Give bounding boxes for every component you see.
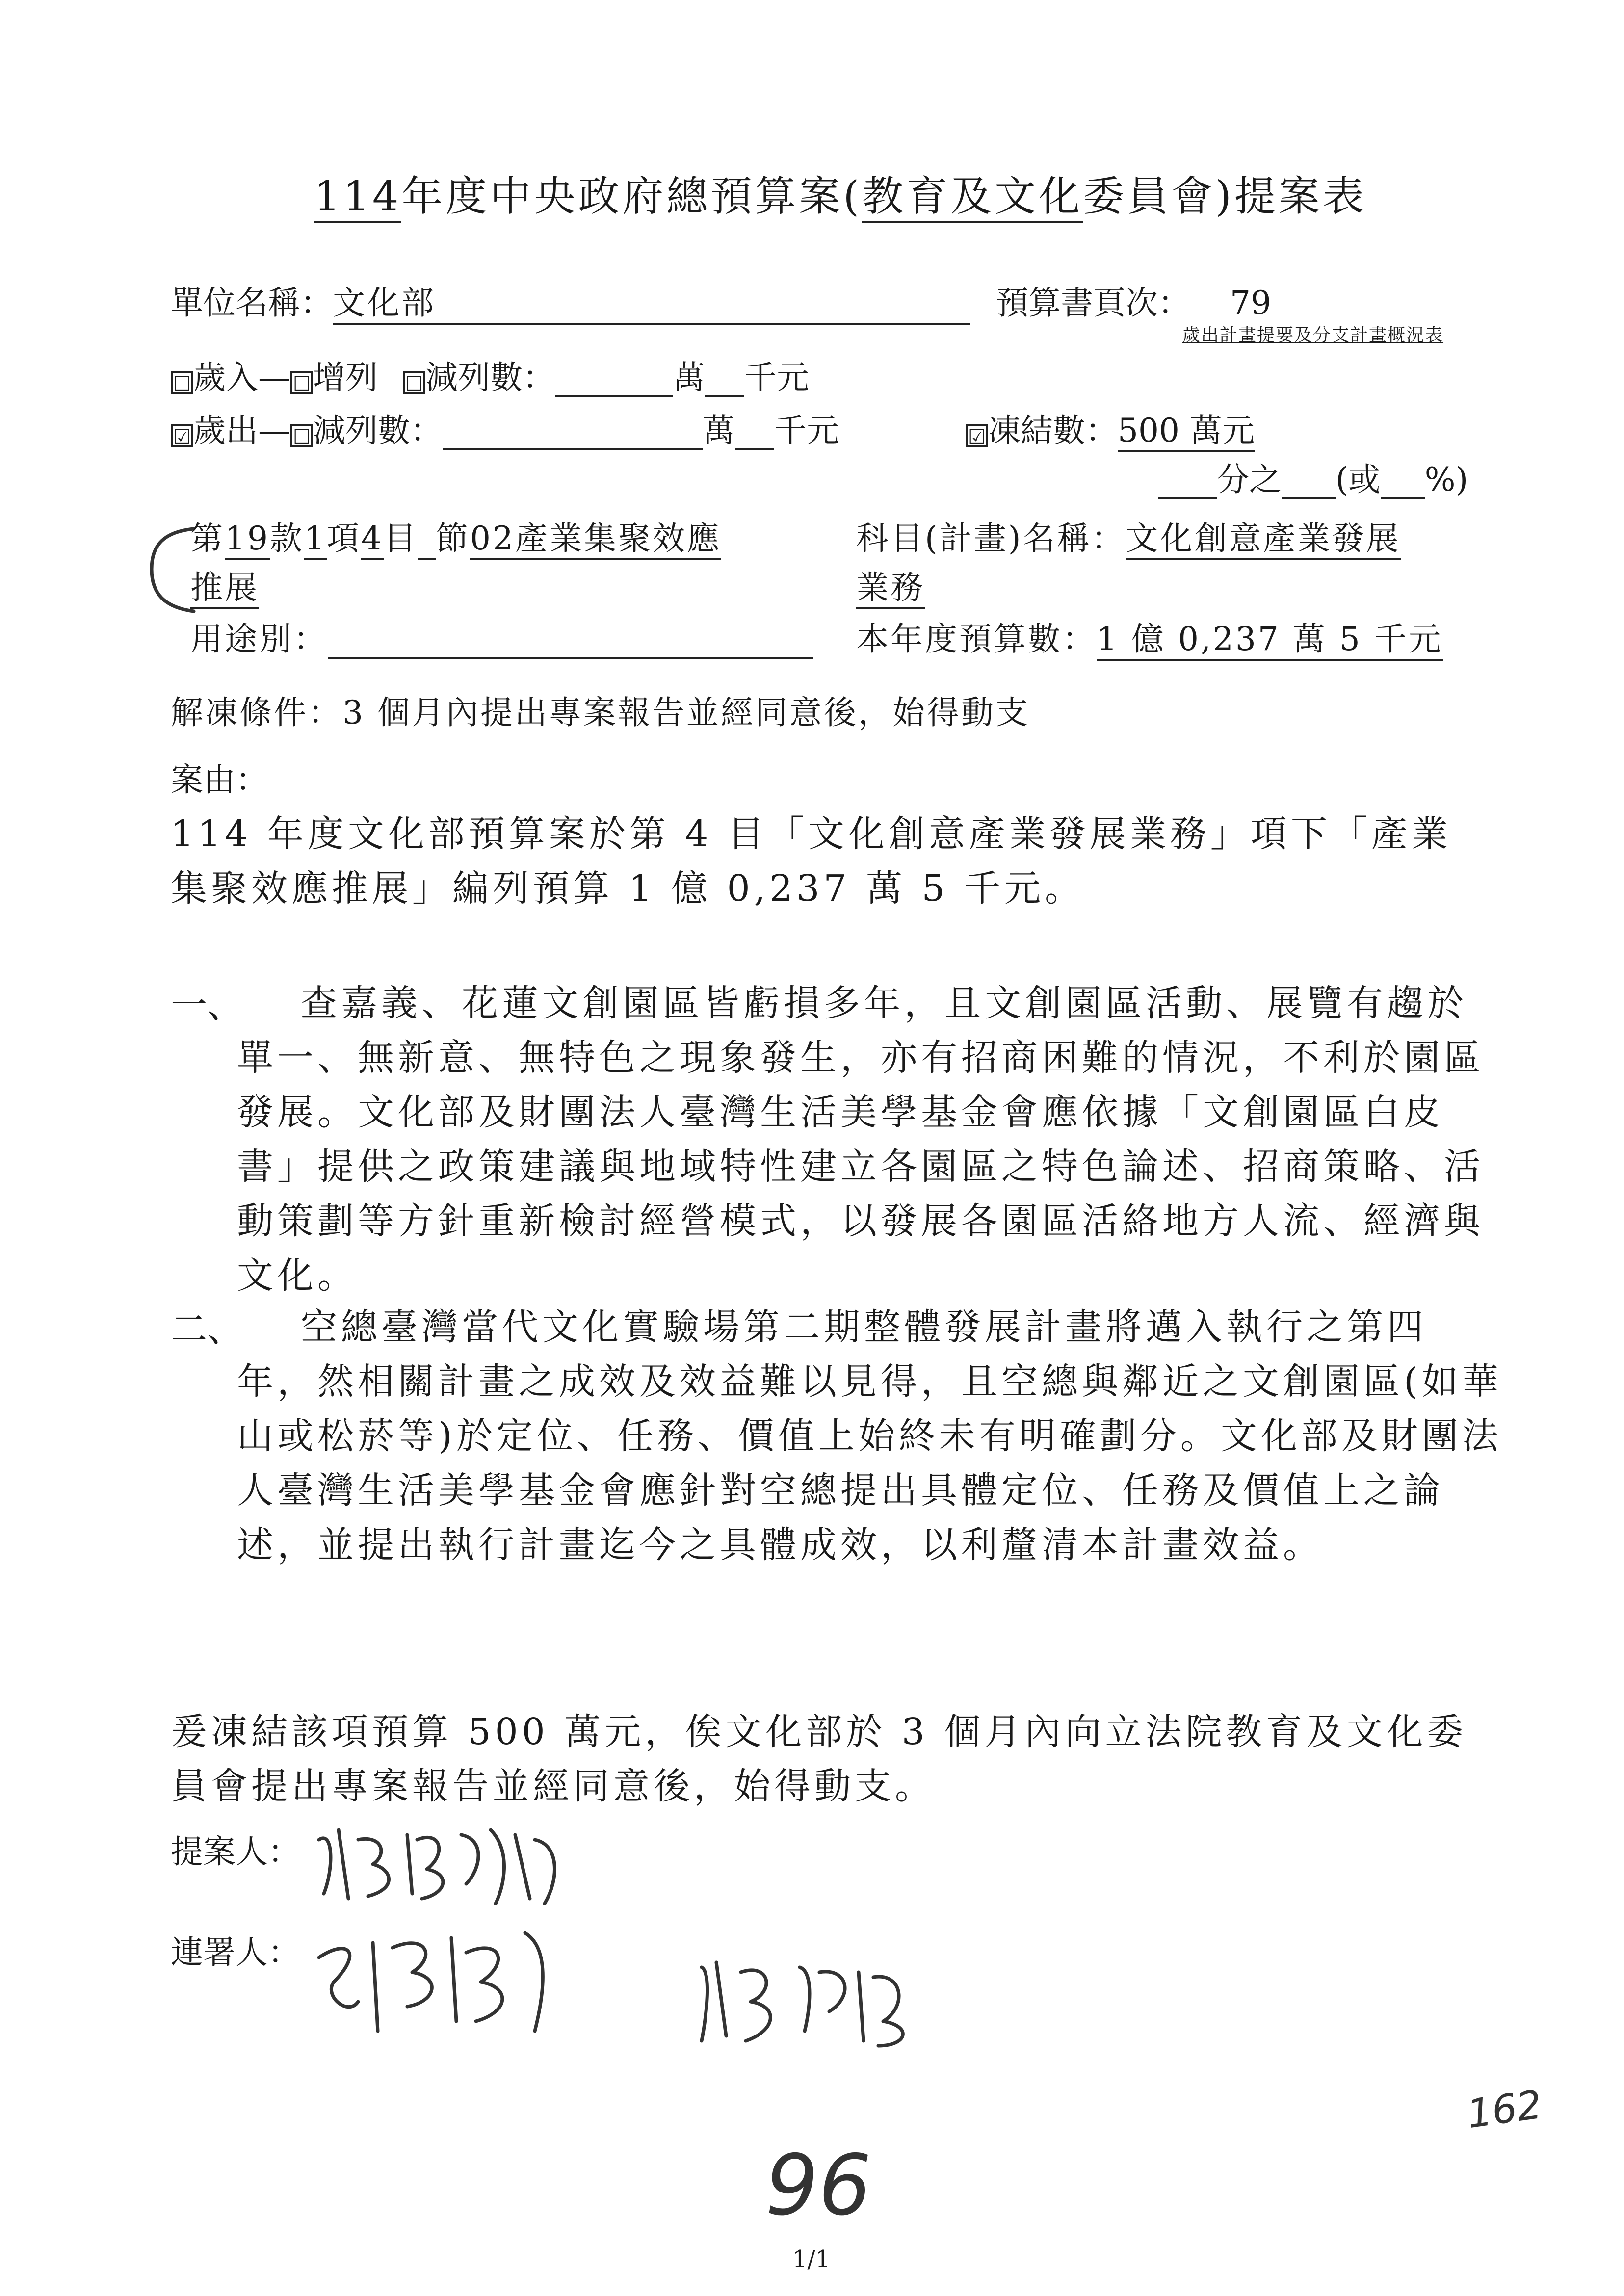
- unfreeze-label: 解凍條件：: [171, 694, 342, 731]
- item-xiang-label: 項: [326, 520, 361, 557]
- subject-line2: [856, 568, 925, 609]
- title-part1: 年度中央政府總預算案(: [401, 172, 863, 220]
- freeze-value: 500 萬元: [1118, 411, 1255, 452]
- unit-row: [171, 284, 970, 325]
- item-kuan-label: 款: [269, 520, 304, 557]
- item-di: 第: [190, 520, 225, 557]
- handwritten-number: 96: [765, 2137, 872, 2234]
- page-note: 歲出計畫提要及分支計畫概況表: [1182, 325, 1444, 345]
- cosigner-signature-1: [304, 1904, 599, 2051]
- item-name-line2: 推展: [190, 568, 259, 609]
- item-jie-label: 節: [435, 520, 470, 557]
- revenue-row: [171, 358, 809, 397]
- reason-item-2-number: 二、: [171, 1308, 243, 1350]
- unfreeze-row: [171, 693, 1030, 732]
- usage-blank[interactable]: [328, 626, 813, 659]
- expense-qian-blank[interactable]: [735, 418, 774, 450]
- fraction-blank[interactable]: [1158, 467, 1217, 499]
- fraction-percent: %): [1424, 461, 1468, 498]
- proposer-signature-text: 陳培瑜: [304, 1810, 306, 1811]
- item-mu-label: 目: [383, 520, 418, 557]
- decrease-label: 減列數：: [425, 359, 555, 396]
- title-committee: 教育及文化: [862, 172, 1083, 223]
- item-xiang: 1: [304, 519, 327, 560]
- revenue-checkbox[interactable]: ☐: [171, 371, 193, 394]
- reason-item-2: [171, 1300, 1505, 1644]
- freeze-group: [966, 411, 1255, 452]
- fraction-fen: 分之: [1217, 461, 1282, 498]
- fraction-huo: (或: [1336, 461, 1381, 498]
- page-label: 預算書頁次：: [996, 284, 1190, 322]
- page-ref: [996, 284, 1271, 323]
- fraction-row: [1158, 460, 1468, 499]
- revenue-qian-blank[interactable]: [705, 365, 744, 397]
- percent-blank[interactable]: [1381, 467, 1425, 499]
- revenue-qian: 千元: [744, 359, 809, 396]
- reason-label: 案由：: [171, 761, 268, 799]
- item-name-line1: 產業集聚效應: [515, 519, 721, 560]
- budget-value: 1 億 0,237 萬 5 千元: [1097, 620, 1443, 661]
- subject-value-line2: 業務: [856, 568, 925, 609]
- subject-line1: [856, 519, 1401, 560]
- reason-item-1-number: 一、: [171, 984, 243, 1026]
- budget-row: [856, 620, 1443, 661]
- usage-label: 用途別：: [190, 620, 328, 658]
- reason-item-2-text: 空總臺灣當代文化實驗場第二期整體發展計畫將邁入執行之第四年，然相關計畫之成效及效益難以見得，且空總與鄰近之文創園區(如華山或松菸等)於定位、任務、價值上始終未有明確劃分。文化部及財團法人臺灣生活美學基金會應針對空總提出具體定位、任務及價值上之論述，並提出執行計畫迄今之具體成效，以利釐清本計畫效益。: [237, 1306, 1502, 1566]
- budget-label: 本年度預算數：: [856, 620, 1097, 658]
- increase-checkbox[interactable]: ☐: [290, 371, 313, 394]
- reason-conclusion: 爰凍結該項預算 500 萬元，俟文化部於 3 個月內向立法院教育及文化委員會提出專案報告並經同意後，始得動支。: [171, 1711, 1467, 1807]
- item-line2: [190, 568, 259, 609]
- expense-wan: 萬: [703, 412, 735, 449]
- item-mu: 4: [361, 519, 384, 560]
- expense-qian: 千元: [774, 412, 839, 449]
- unfreeze-text: 3 個月內提出專案報告並經同意後，始得動支: [342, 694, 1030, 731]
- cosigner-signature-2: [687, 1943, 942, 2061]
- item-jie-blank[interactable]: [418, 528, 436, 560]
- increase-label: 增列: [313, 359, 378, 396]
- unit-value: 文化部: [333, 284, 970, 325]
- corner-number: 162: [1464, 2081, 1545, 2138]
- reason-item-1-text: 查嘉義、花蓮文創園區皆虧損多年，且文創園區活動、展覽有趨於單一、無新意、無特色之現象發生，亦有招商困難的情況，不利於園區發展。文化部及財團法人臺灣生活美學基金會應依據「文創園區白皮書」提供之政策建議與地域特性建立各園區之特色論述、招商策略、活動策劃等方針重新檢討經營模式，以發展各園區活絡地方人流、經濟與文化。: [237, 982, 1484, 1297]
- reason-item-1: [171, 976, 1505, 1320]
- page-value: 79: [1230, 284, 1271, 322]
- revenue-wan-blank[interactable]: [555, 365, 673, 397]
- page-title: [314, 172, 1367, 223]
- reason-intro: 114 年度文化部預算案於第 4 目「文化創意產業發展業務」項下「產業集聚效應推展」編列預算 1 億 0,237 萬 5 千元。: [171, 813, 1452, 910]
- cosigner-label: 連署人：: [171, 1933, 300, 1971]
- expense-wan-blank[interactable]: [443, 418, 703, 450]
- usage-row: [190, 620, 813, 659]
- expense-decrease-checkbox[interactable]: ☐: [290, 424, 313, 447]
- expense-row: [171, 411, 839, 450]
- title-part2: 委員會)提案表: [1083, 172, 1367, 220]
- freeze-label: 凍結數：: [988, 412, 1118, 449]
- fraction-denominator-blank[interactable]: [1282, 467, 1336, 499]
- freeze-checkbox[interactable]: ☑: [966, 424, 988, 447]
- revenue-wan: 萬: [672, 359, 705, 396]
- item-jie: 02: [470, 519, 515, 560]
- decrease-checkbox[interactable]: ☐: [403, 371, 425, 394]
- item-line1: [190, 519, 721, 560]
- proposer-label: 提案人：: [171, 1833, 300, 1871]
- expense-checkbox[interactable]: ☑: [171, 424, 193, 447]
- expense-decrease-label: 減列數：: [313, 412, 443, 449]
- unit-label: 單位名稱：: [171, 284, 333, 322]
- page-fraction: 1/1: [792, 2245, 831, 2273]
- subject-value-line1: 文化創意產業發展: [1126, 519, 1401, 560]
- subject-label: 科目(計畫)名稱：: [856, 520, 1126, 557]
- title-year: 114: [314, 172, 401, 223]
- revenue-label: 歲入—: [193, 359, 290, 396]
- expense-label: 歲出—: [193, 412, 290, 449]
- item-kuan: 19: [225, 519, 270, 560]
